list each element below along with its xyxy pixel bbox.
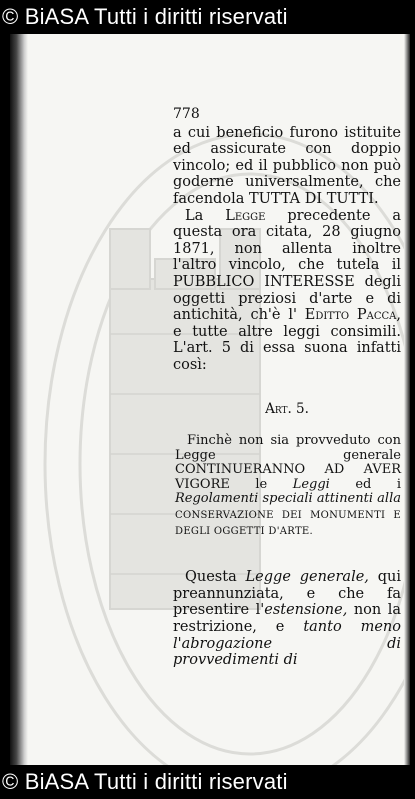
page-gutter-shadow: [10, 34, 28, 765]
quote-leggi: Leggi: [292, 476, 330, 492]
copyright-banner-top: © BiASA Tutti i diritti riservati: [0, 0, 415, 34]
paragraph-1-text: a cui beneficio furono istituite ed assicurate con doppio vincolo; ed il pubblico non può goderne universalmente, che facendola: [173, 124, 401, 207]
paragraph-1: [173, 125, 401, 208]
p2-legge: Legge: [225, 207, 266, 224]
tutta-di-tutti: TUTTA DI TUTTI.: [248, 190, 379, 207]
p2-part2: degli oggetti preziosi d'arte e di antichità, ch'è l': [173, 273, 401, 324]
p2-part3: , e tutte altre leggi consimili. L'art. 5 di essa suona infatti così:: [173, 307, 402, 373]
quote-part1: Finchè non sia provveduto con Legge generale: [175, 433, 401, 463]
quote-regolamenti: Regolamenti speciali attinenti alla: [175, 491, 401, 507]
p3-tanto-meno: tanto meno l'abrogazione di provvedimenti di: [173, 619, 401, 669]
p2-editto-pacca: Editto Pacca: [304, 307, 397, 324]
p3-estensione: estensione,: [264, 602, 348, 619]
p2-pubblico-interesse: PUBBLICO INTERESSE: [173, 273, 355, 290]
quote-conservazione: CONSERVAZIONE DEI MONUMENTI E DEGLI OGGETTI D'ARTE.: [175, 510, 401, 537]
p3-legge-generale: Legge generale,: [245, 569, 369, 586]
copyright-banner-bottom: © BiASA Tutti i diritti riservati: [0, 765, 415, 799]
paragraph-2: [173, 208, 401, 374]
p2-lead: La: [185, 207, 226, 224]
quote-part3: ed i: [329, 476, 401, 492]
text-column: [173, 106, 401, 669]
p3-part1: Questa: [185, 569, 246, 586]
page-number: 778: [173, 106, 200, 122]
quote-continueranno: CONTINUERANNO AD AVER VIGORE: [175, 462, 401, 492]
p3-part3: non la restrizione, e: [173, 602, 401, 636]
book-page: [10, 34, 410, 765]
p3-part2: qui preannunziata, e che fa presentire l': [173, 569, 401, 619]
article-quote: [173, 434, 401, 539]
paragraph-3: [173, 569, 401, 669]
p2-part1: precedente a questa ora citata, 28 giugno 1871, non allenta inoltre l'altro vincolo, che tutela il: [173, 207, 401, 274]
article-heading: Art. 5.: [265, 400, 309, 417]
quote-part2: le: [229, 476, 293, 492]
page-edge-shadow: [404, 34, 410, 765]
